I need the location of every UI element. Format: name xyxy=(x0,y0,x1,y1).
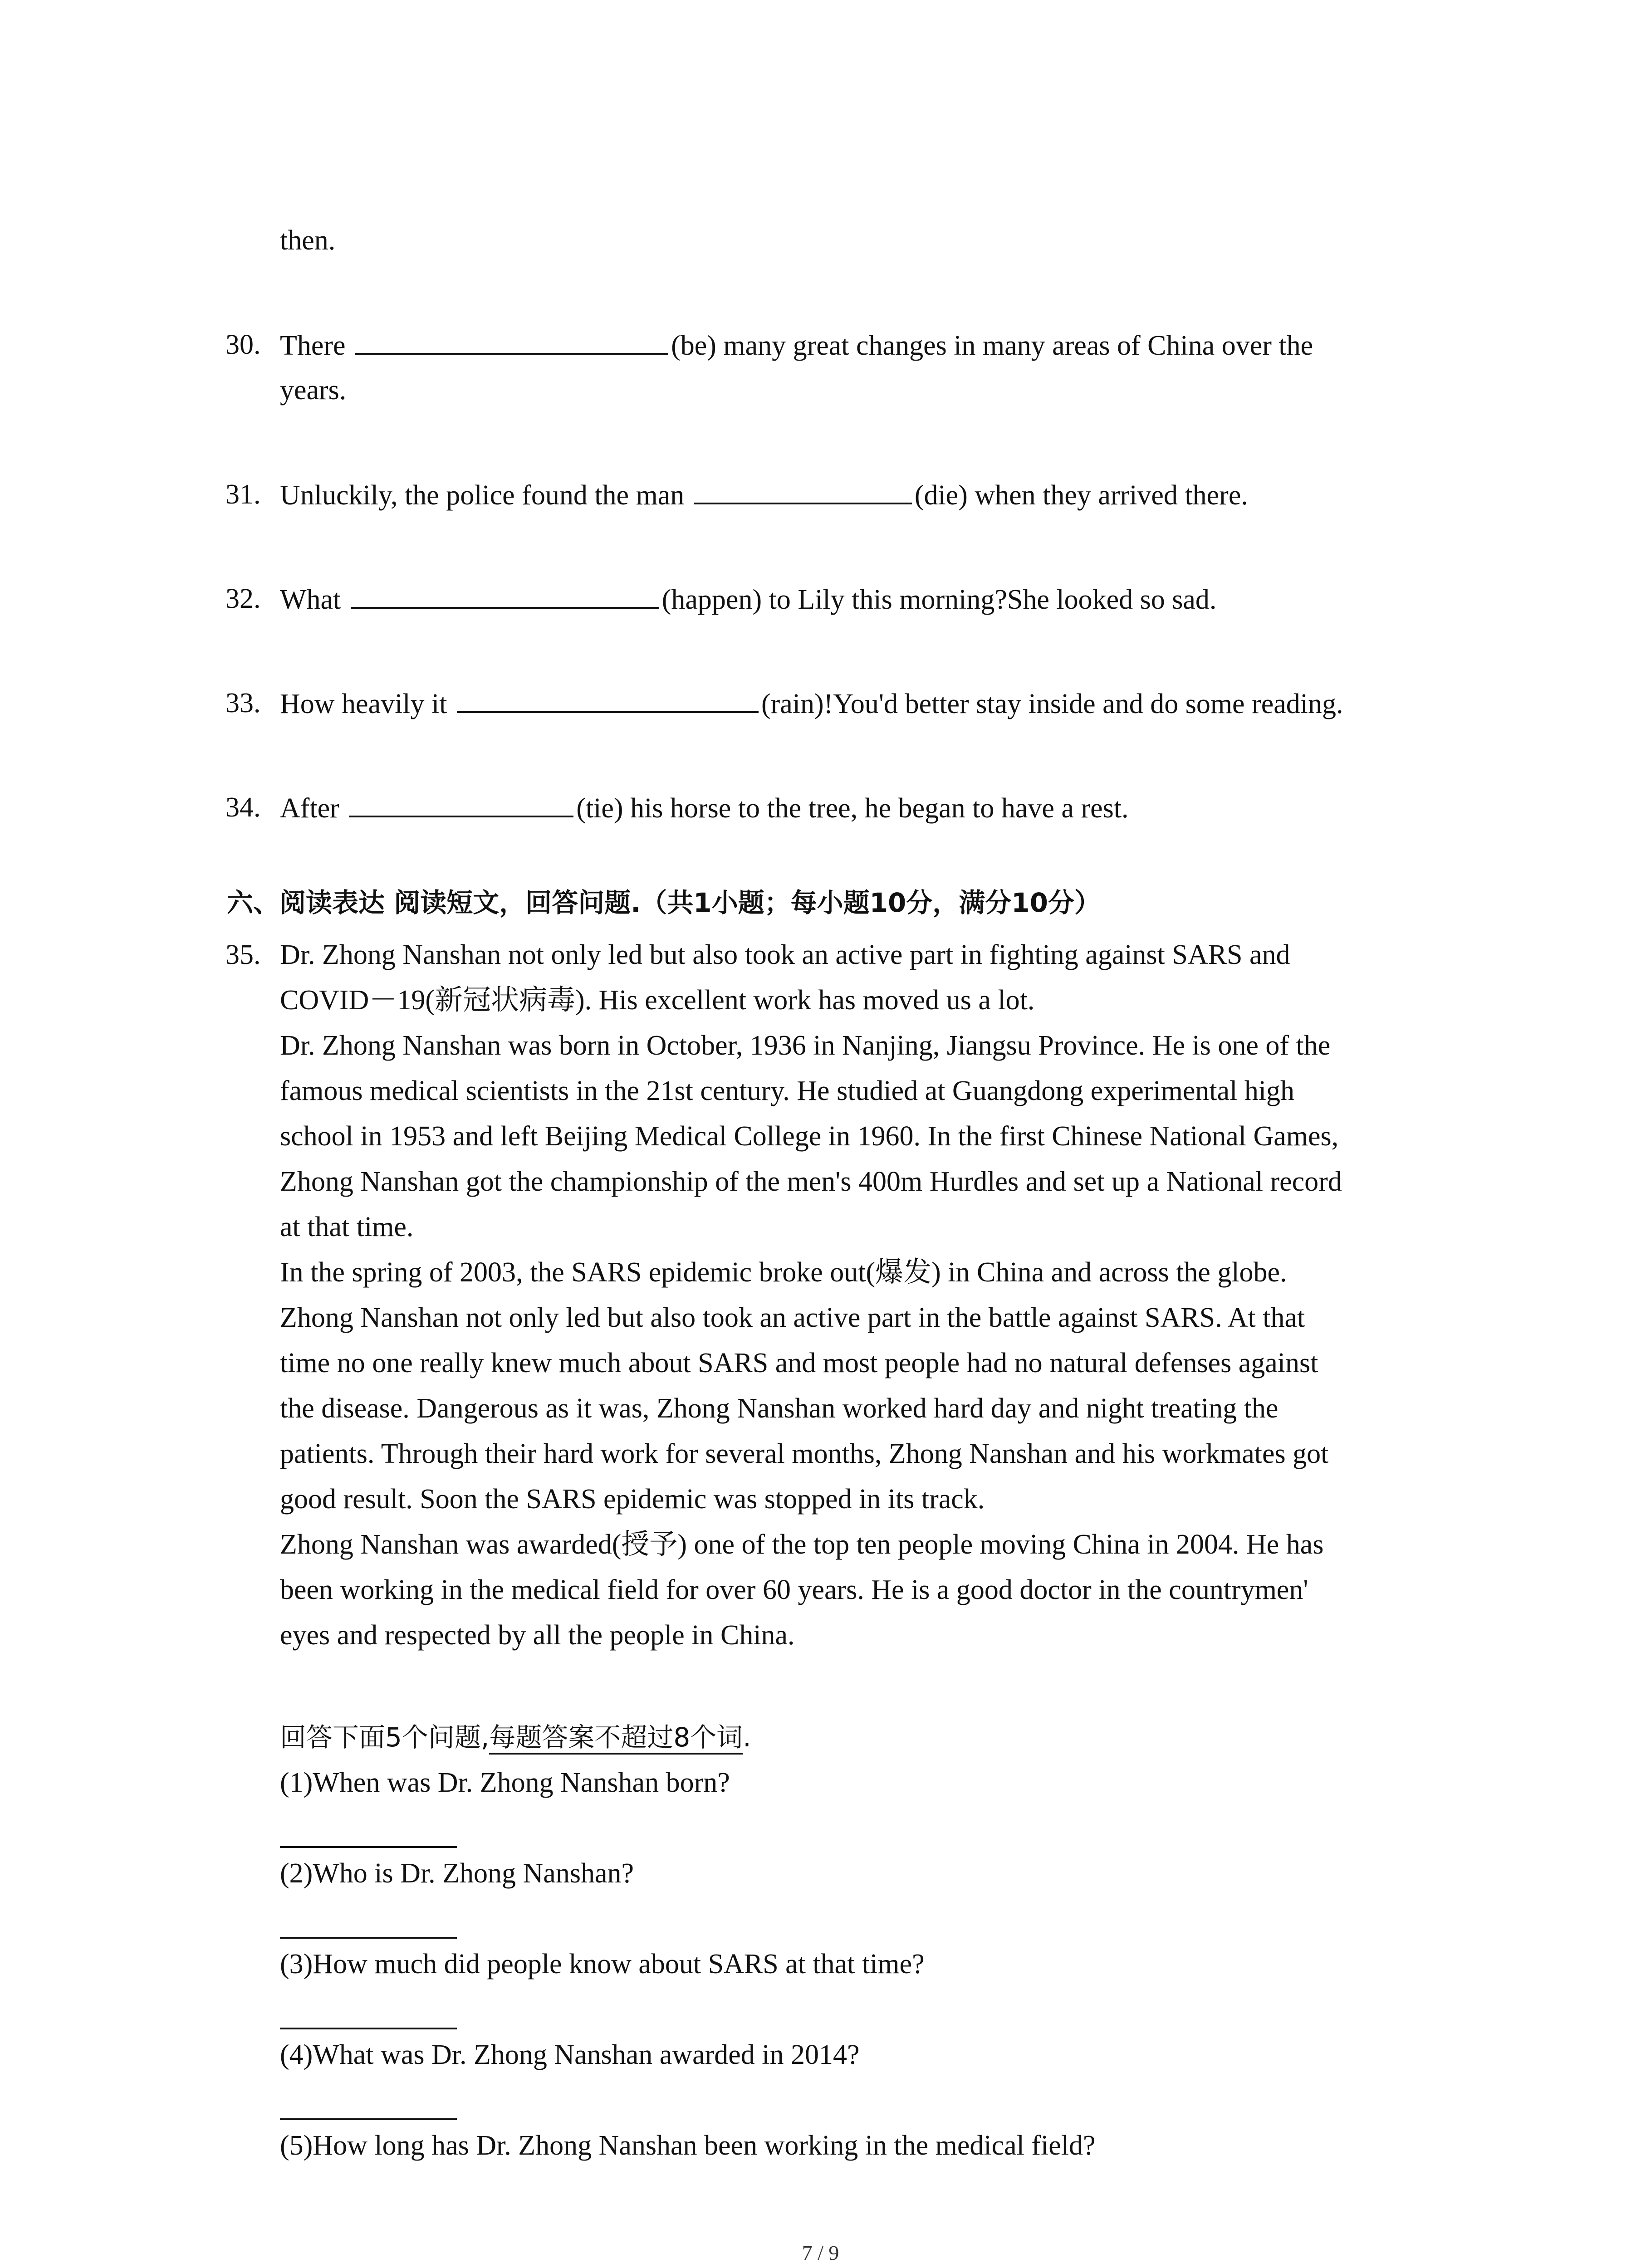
answer-blank[interactable] xyxy=(355,327,668,355)
question-hint: (die) when they arrived there. xyxy=(914,480,1248,511)
sub-question-5: (5)How long has Dr. Zhong Nanshan been working in the medical field? xyxy=(280,2130,1096,2161)
answer-blank[interactable] xyxy=(694,476,912,504)
question-number: 34. xyxy=(225,792,261,823)
passage-line: good result. Soon the SARS epidemic was stopped in its track. xyxy=(280,1484,985,1515)
answer-line-1[interactable] xyxy=(280,1846,457,1848)
section-heading: 六、阅读表达 阅读短文，回答问题.（共1小题；每小题10分，满分10分） xyxy=(227,887,1101,918)
question-34 xyxy=(280,789,1128,826)
question-30-continuation: years. xyxy=(280,375,347,406)
passage-line: the disease. Dangerous as it was, Zhong Nanshan worked hard day and night treating the xyxy=(280,1393,1279,1424)
answer-blank[interactable] xyxy=(349,789,573,817)
passage-line: Zhong Nanshan got the championship of the men's 400m Hurdles and set up a National record xyxy=(280,1166,1342,1197)
passage-line: Zhong Nanshan was awarded(授予) one of the top ten people moving China in 2004. He has xyxy=(280,1529,1324,1560)
passage-line: patients. Through their hard work for several months, Zhong Nanshan and his workmates got xyxy=(280,1438,1329,1469)
question-text: After xyxy=(280,793,339,824)
passage-line: school in 1953 and left Beijing Medical College in 1960. In the first Chinese National Games, xyxy=(280,1121,1339,1152)
question-number: 30. xyxy=(225,329,261,360)
question-hint: (happen) to Lily this morning?She looked so sad. xyxy=(661,584,1217,615)
question-text: There xyxy=(280,330,346,361)
page-number: 7 / 9 xyxy=(802,2241,839,2264)
question-number: 32. xyxy=(225,583,261,614)
question-hint: (tie) his horse to the tree, he began to have a rest. xyxy=(576,793,1129,824)
answer-line-2[interactable] xyxy=(280,1937,457,1939)
question-hint: (be) many great changes in many areas of China over the xyxy=(671,330,1313,361)
question-33 xyxy=(280,685,1343,722)
passage-line: Dr. Zhong Nanshan not only led but also took an active part in fighting against SARS and xyxy=(280,939,1290,970)
question-text: How heavily it xyxy=(280,689,447,719)
sub-question-4: (4)What was Dr. Zhong Nanshan awarded in 2014? xyxy=(280,2039,860,2070)
passage-line: Dr. Zhong Nanshan was born in October, 1936 in Nanjing, Jiangsu Province. He is one of the xyxy=(280,1030,1331,1061)
question-30 xyxy=(280,327,1313,364)
passage-line: been working in the medical field for over 60 years. He is a good doctor in the countrymen' xyxy=(280,1574,1308,1605)
instruction-underlined: 每题答案不超过8个词 xyxy=(489,1722,743,1755)
passage-line: famous medical scientists in the 21st century. He studied at Guangdong experimental high xyxy=(280,1075,1295,1106)
question-32 xyxy=(280,581,1216,618)
continuation-text: then. xyxy=(280,225,336,256)
passage-line: time no one really knew much about SARS and most people had no natural defenses against xyxy=(280,1348,1318,1378)
question-hint: (rain)!You'd better stay inside and do some reading. xyxy=(761,689,1343,719)
question-number: 31. xyxy=(225,479,261,510)
answer-blank[interactable] xyxy=(351,581,659,609)
question-number: 33. xyxy=(225,688,261,719)
question-text: Unluckily, the police found the man xyxy=(280,480,685,511)
answer-line-3[interactable] xyxy=(280,2028,457,2029)
answer-line-4[interactable] xyxy=(280,2118,457,2120)
passage-line: In the spring of 2003, the SARS epidemic broke out(爆发) in China and across the globe. xyxy=(280,1257,1287,1288)
sub-question-2: (2)Who is Dr. Zhong Nanshan? xyxy=(280,1858,634,1889)
question-text: What xyxy=(280,584,341,615)
sub-question-3: (3)How much did people know about SARS at that time? xyxy=(280,1949,925,1980)
passage-line: Zhong Nanshan not only led but also took an active part in the battle against SARS. At that xyxy=(280,1302,1305,1333)
passage-line: at that time. xyxy=(280,1212,414,1242)
sub-question-1: (1)When was Dr. Zhong Nanshan born? xyxy=(280,1767,730,1798)
question-number: 35. xyxy=(225,939,261,970)
instruction-end: . xyxy=(743,1722,751,1753)
passage-line: eyes and respected by all the people in China. xyxy=(280,1620,795,1651)
passage-line: COVID－19(新冠状病毒). His excellent work has moved us a lot. xyxy=(280,985,1035,1016)
answer-blank[interactable] xyxy=(457,685,759,713)
answer-instruction xyxy=(280,1719,751,1755)
instruction-text: 回答下面5个问题, xyxy=(280,1722,490,1753)
question-31 xyxy=(280,476,1248,513)
